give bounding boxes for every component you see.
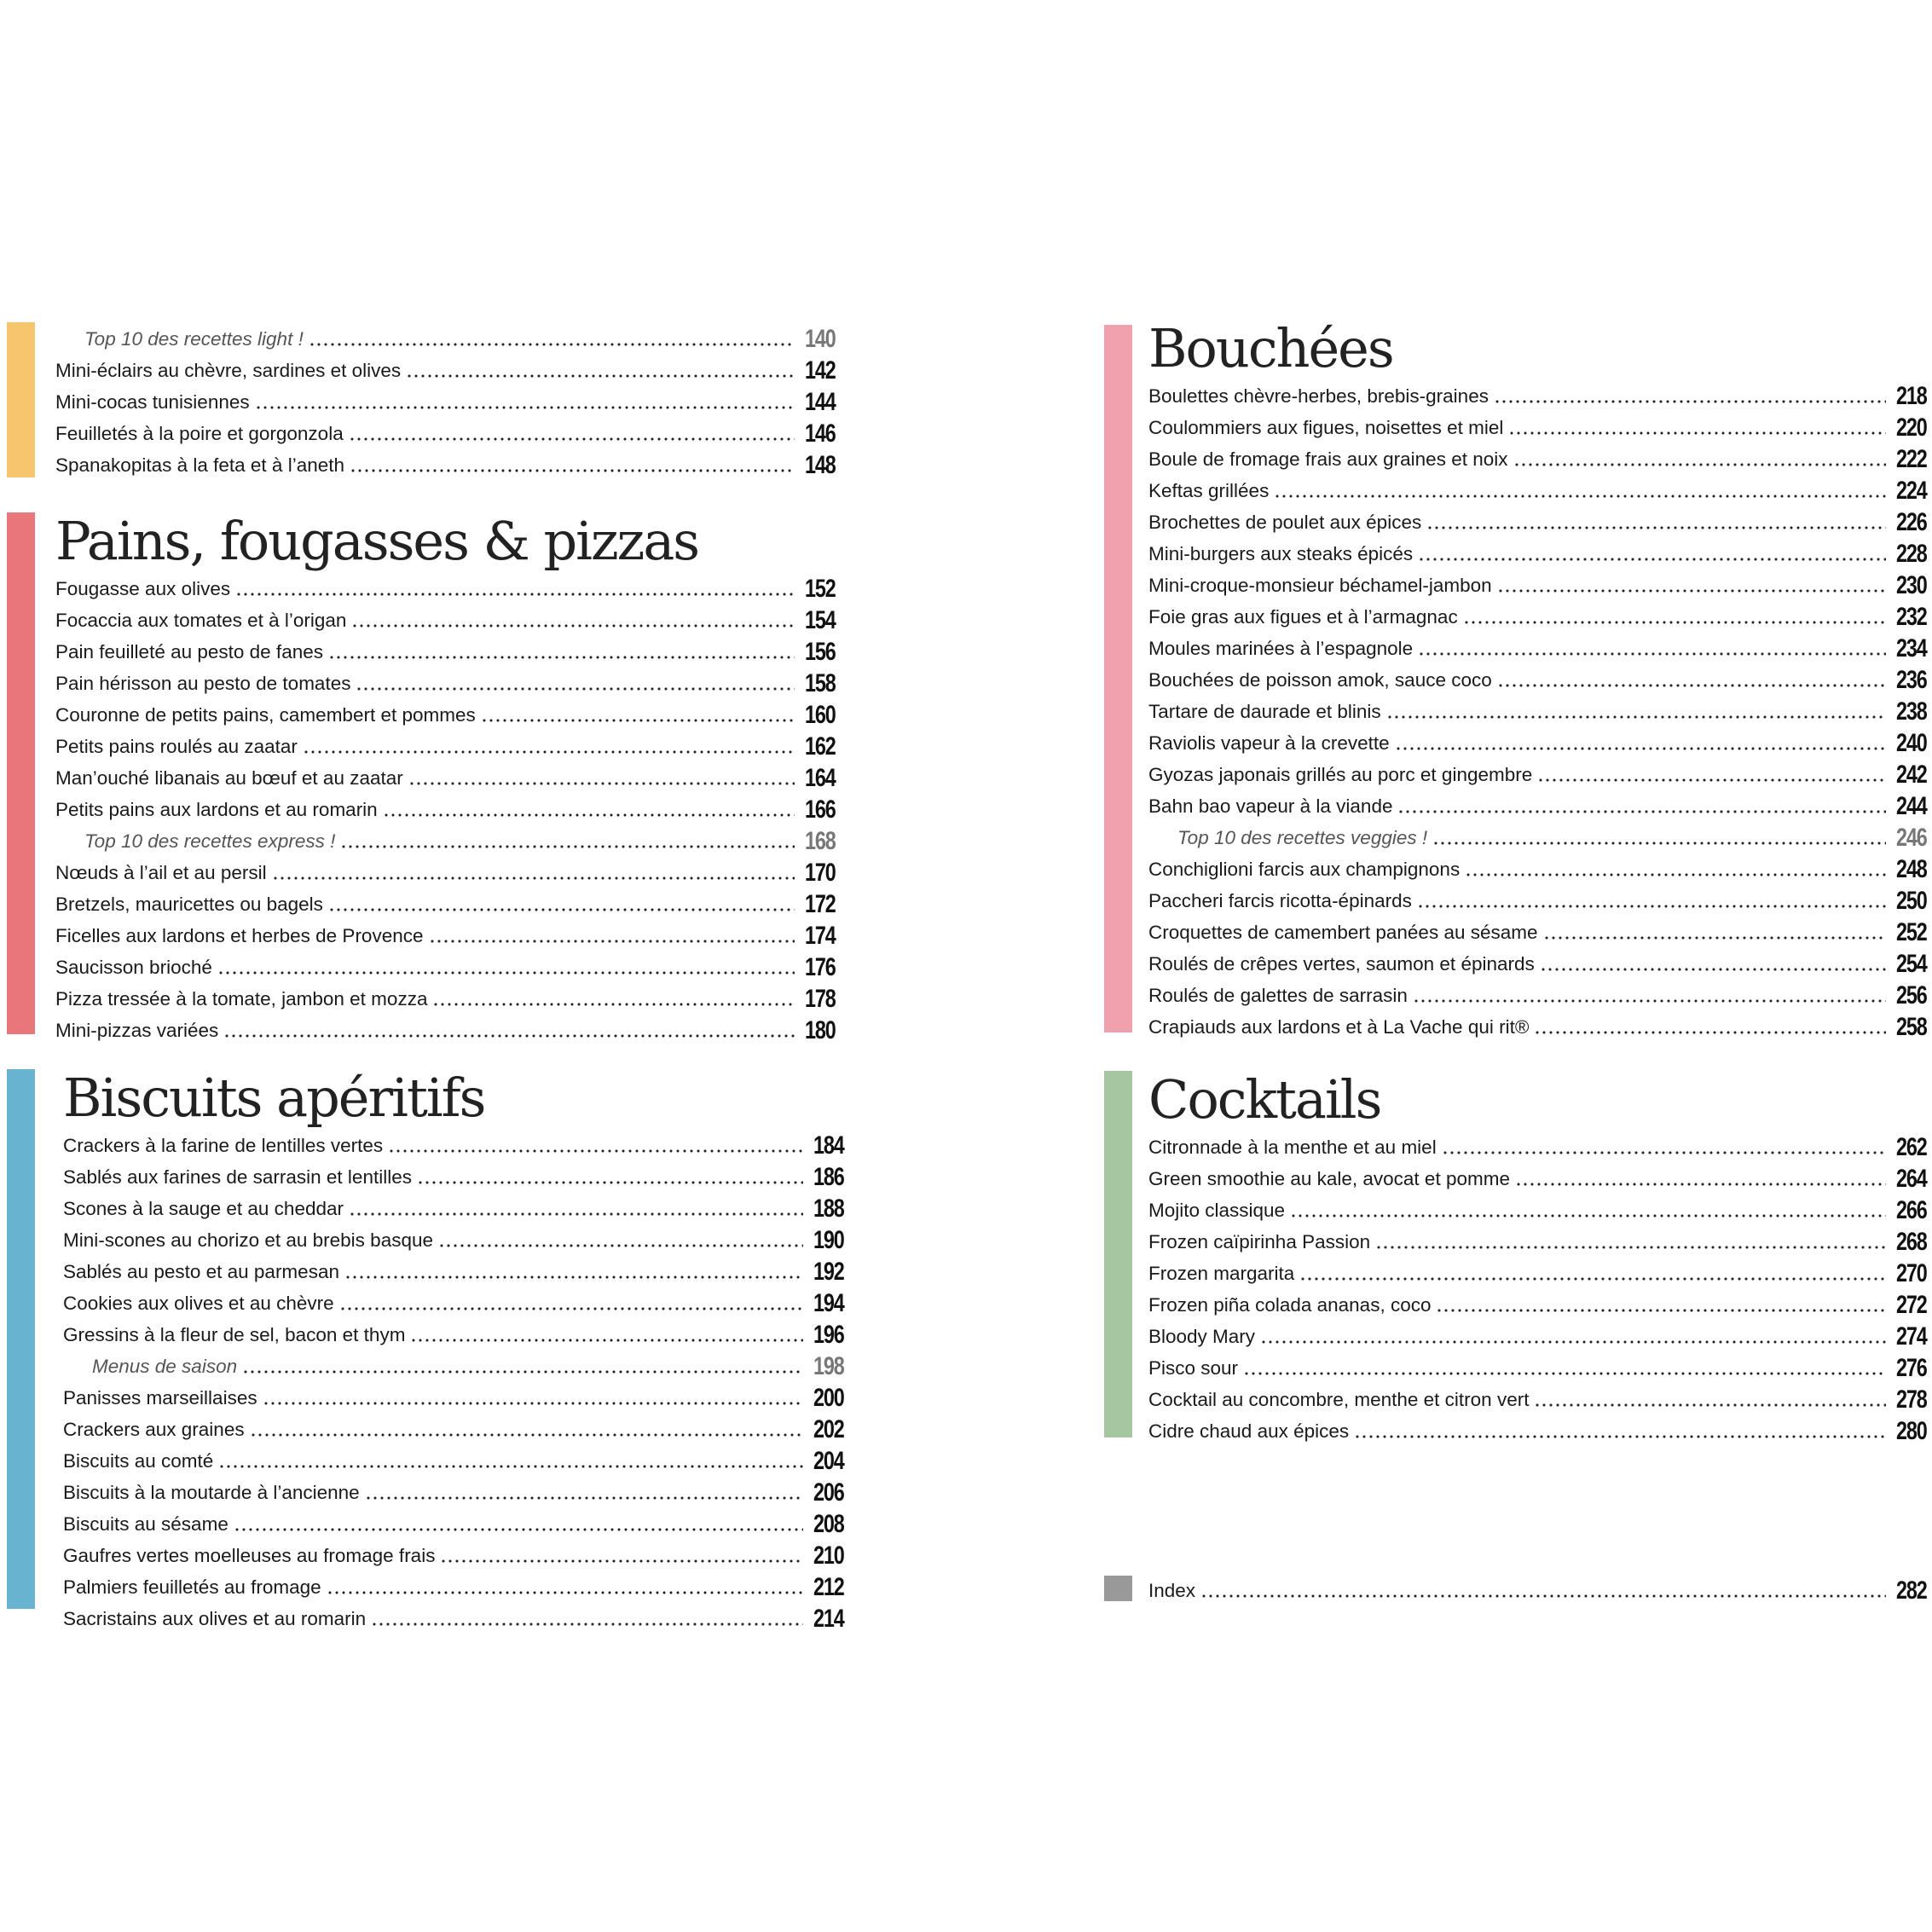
page-number: 268 — [1896, 1228, 1927, 1256]
toc-entry-boule-de-fromage-frais-aux-graines-et-no[interactable] — [1148, 441, 1927, 472]
dot-leader — [388, 1149, 803, 1153]
toc-entry-index[interactable] — [1148, 1572, 1927, 1604]
dot-leader — [1426, 526, 1886, 529]
page-number: 172 — [805, 890, 836, 918]
entry-title: Frozen caïpirinha Passion — [1148, 1231, 1371, 1252]
toc-entry-raviolis-vapeur-a-la-crevette[interactable] — [1148, 725, 1927, 756]
entry-title: Nœuds à l’ail et au persil — [55, 862, 267, 883]
toc-entry-biscuits-au-comte[interactable] — [63, 1443, 844, 1474]
page-number: 148 — [805, 451, 836, 479]
toc-entry-man-ouche-libanais-au-b-uf-et-au-zaatar[interactable] — [55, 760, 836, 791]
toc-entry-top-10-des-recettes-express[interactable] — [55, 823, 836, 854]
section-color-bar — [7, 512, 35, 1034]
entry-title: Menus de saison — [92, 1356, 238, 1377]
entry-title: Frozen piña colada ananas, coco — [1148, 1294, 1432, 1316]
toc-entry-pain-herisson-au-pesto-de-tomates[interactable] — [55, 665, 836, 697]
dot-leader — [339, 1307, 804, 1310]
page-number: 270 — [1896, 1259, 1927, 1287]
entry-title: Mini-pizzas variées — [55, 1020, 219, 1041]
page-number: 178 — [805, 985, 836, 1013]
dot-leader — [432, 1003, 795, 1006]
page-number: 232 — [1896, 603, 1927, 631]
toc-entry-pisco-sour[interactable] — [1148, 1350, 1927, 1381]
entry-title: Man’ouché libanais au bœuf et au zaatar — [55, 767, 403, 789]
dot-leader — [344, 1275, 803, 1279]
entry-title: Tartare de daurade et blinis — [1148, 701, 1381, 722]
entry-title: Top 10 des recettes express ! — [84, 830, 336, 852]
entry-title: Feuilletés à la poire et gorgonzola — [55, 423, 344, 444]
toc-entry-cocktail-au-concombre-menthe-et-citron-v[interactable] — [1148, 1381, 1927, 1413]
page-number: 236 — [1896, 666, 1927, 694]
page-number: 258 — [1896, 1013, 1927, 1041]
entry-title: Bloody Mary — [1148, 1326, 1256, 1347]
page-number: 142 — [805, 356, 836, 385]
toc-entry-mini-croque-monsieur-bechamel-jambon[interactable] — [1148, 567, 1927, 599]
toc-entry-pizza-tressee-a-la-tomate-jambon-et-mozz[interactable] — [55, 980, 836, 1012]
dot-leader — [349, 1212, 803, 1216]
dot-leader — [410, 1339, 803, 1342]
dot-leader — [365, 1496, 804, 1500]
page-number: 220 — [1896, 414, 1927, 442]
page-number: 278 — [1896, 1385, 1927, 1414]
entry-title: Bouchées de poisson amok, sauce coco — [1148, 669, 1492, 691]
dot-leader — [223, 1034, 795, 1038]
toc-entry-spanakopitas-a-la-feta-et-a-l-aneth[interactable] — [55, 447, 836, 478]
page-number: 180 — [805, 1016, 836, 1044]
dot-leader — [1386, 715, 1887, 719]
entry-title: Crapiauds aux lardons et à La Vache qui rit® — [1148, 1016, 1530, 1038]
entry-title: Mini-cocas tunisiennes — [55, 391, 250, 413]
dot-leader — [429, 940, 795, 943]
dot-leader — [328, 908, 795, 911]
dot-leader — [1243, 1372, 1886, 1375]
dot-leader — [1537, 778, 1886, 782]
entry-title: Mojito classique — [1148, 1200, 1286, 1221]
toc-entry-bouchees-de-poisson-amok-sauce-coco[interactable] — [1148, 662, 1927, 693]
dot-leader — [406, 374, 795, 378]
section-color-bar — [1104, 1576, 1132, 1601]
page-number: 184 — [813, 1131, 844, 1160]
entry-title: Sacristains aux olives et au romarin — [63, 1608, 367, 1629]
toc-entry-scones-a-la-sauge-et-au-cheddar[interactable] — [63, 1190, 844, 1222]
page-number: 226 — [1896, 508, 1927, 536]
dot-leader — [1375, 1246, 1886, 1249]
toc-list — [1148, 1129, 1927, 1444]
page-number: 164 — [805, 764, 836, 792]
entry-title: Biscuits au sésame — [63, 1513, 228, 1535]
page-number: 146 — [805, 419, 836, 448]
dot-leader — [1497, 684, 1887, 687]
section-color-bar — [1104, 325, 1132, 1033]
dot-leader — [234, 1528, 804, 1531]
toc-entry-frozen-caipirinha-passion[interactable] — [1148, 1223, 1927, 1255]
entry-title: Keftas grillées — [1148, 480, 1270, 501]
toc-entry-crackers-a-la-farine-de-lentilles-vertes[interactable] — [63, 1127, 844, 1159]
entry-title: Fougasse aux olives — [55, 578, 231, 599]
dot-leader — [1534, 1031, 1886, 1034]
dot-leader — [1417, 905, 1887, 908]
dot-leader — [272, 876, 795, 880]
toc-entry-foie-gras-aux-figues-et-a-l-armagnac[interactable] — [1148, 599, 1927, 630]
toc-list — [1148, 1572, 1927, 1604]
page-number: 194 — [813, 1289, 844, 1317]
entry-title: Pizza tressée à la tomate, jambon et mozza — [55, 988, 428, 1009]
dot-leader — [1260, 1340, 1886, 1344]
toc-entry-keftas-grillees[interactable] — [1148, 472, 1927, 504]
toc-entry-biscuits-a-la-moutarde-a-l-ancienne[interactable] — [63, 1474, 844, 1506]
toc-entry-sables-au-pesto-et-au-parmesan[interactable] — [63, 1253, 844, 1285]
page-number: 158 — [805, 669, 836, 697]
toc-entry-petits-pains-aux-lardons-et-au-romarin[interactable] — [55, 791, 836, 823]
page-number: 228 — [1896, 540, 1927, 568]
toc-entry-panisses-marseillaises[interactable] — [63, 1380, 844, 1411]
dot-leader — [263, 1402, 804, 1405]
page-number: 238 — [1896, 697, 1927, 726]
dot-leader — [1418, 558, 1886, 561]
page-number: 208 — [813, 1510, 844, 1538]
toc-entry-menus-de-saison[interactable] — [63, 1348, 844, 1380]
entry-title: Ficelles aux lardons et herbes de Provence — [55, 925, 424, 946]
page-number: 140 — [805, 325, 836, 353]
entry-title: Coulommiers aux figues, noisettes et miel — [1148, 417, 1504, 438]
page-number: 234 — [1896, 634, 1927, 662]
dot-leader — [1413, 999, 1887, 1003]
page-number: 218 — [1896, 382, 1927, 410]
entry-title: Citronnade à la menthe et au miel — [1148, 1137, 1437, 1158]
page-number: 210 — [813, 1542, 844, 1570]
dot-leader — [371, 1623, 803, 1626]
toc-entry-n-uds-a-l-ail-et-au-persil[interactable] — [55, 854, 836, 886]
page-number: 144 — [805, 388, 836, 416]
page-number: 250 — [1896, 887, 1927, 915]
section-title: Pains, fougasses & pizzas — [55, 510, 699, 572]
toc-entry-green-smoothie-au-kale-avocat-et-pomme[interactable] — [1148, 1160, 1927, 1192]
entry-title: Panisses marseillaises — [63, 1387, 257, 1409]
page-number: 246 — [1896, 824, 1927, 852]
page-number: 196 — [813, 1321, 844, 1349]
page-number: 156 — [805, 638, 836, 666]
entry-title: Foie gras aux figues et à l’armagnac — [1148, 606, 1458, 628]
toc-entry-frozen-pina-colada-ananas-coco[interactable] — [1148, 1287, 1927, 1318]
dot-leader — [1465, 873, 1886, 876]
dot-leader — [303, 750, 795, 754]
page-number: 266 — [1896, 1196, 1927, 1224]
toc-entry-mini-pizzas-variees[interactable] — [55, 1012, 836, 1044]
entry-title: Top 10 des recettes veggies ! — [1177, 827, 1428, 848]
entry-title: Top 10 des recettes light ! — [84, 328, 304, 350]
dot-leader — [1463, 621, 1887, 624]
page-number: 198 — [813, 1352, 844, 1380]
toc-entry-tartare-de-daurade-et-blinis[interactable] — [1148, 693, 1927, 725]
page-number: 240 — [1896, 729, 1927, 757]
toc-entry-crackers-aux-graines[interactable] — [63, 1411, 844, 1443]
toc-entry-crapiauds-aux-lardons-et-a-la-vache-qui-[interactable] — [1148, 1009, 1927, 1040]
dot-leader — [1354, 1435, 1886, 1438]
page-number: 154 — [805, 606, 836, 634]
toc-entry-citronnade-a-la-menthe-et-au-miel[interactable] — [1148, 1129, 1927, 1160]
dot-leader — [1432, 842, 1886, 845]
page-number: 276 — [1896, 1354, 1927, 1382]
toc-entry-focaccia-aux-tomates-et-a-l-origan[interactable] — [55, 602, 836, 633]
page-number: 152 — [805, 575, 836, 603]
toc-entry-cookies-aux-olives-et-au-chevre[interactable] — [63, 1285, 844, 1316]
page-number: 168 — [805, 827, 836, 855]
page-number: 212 — [813, 1573, 844, 1601]
entry-title: Bahn bao vapeur à la viande — [1148, 795, 1393, 817]
entry-title: Raviolis vapeur à la crevette — [1148, 732, 1390, 754]
toc-entry-mini-burgers-aux-steaks-epices[interactable] — [1148, 535, 1927, 567]
entry-title: Sablés aux farines de sarrasin et lentilles — [63, 1166, 412, 1188]
toc-entry-gaufres-vertes-moelleuses-au-fromage-fra[interactable] — [63, 1537, 844, 1569]
dot-leader — [1508, 431, 1886, 435]
entry-title: Pain hérisson au pesto de tomates — [55, 673, 351, 694]
dot-leader — [242, 1370, 803, 1374]
toc-entry-top-10-des-recettes-light[interactable] — [55, 321, 836, 352]
entry-title: Biscuits à la moutarde à l’ancienne — [63, 1482, 360, 1503]
toc-entry-bloody-mary[interactable] — [1148, 1318, 1927, 1350]
page-number: 224 — [1896, 477, 1927, 505]
toc-entry-roules-de-galettes-de-sarrasin[interactable] — [1148, 977, 1927, 1009]
toc-entry-sables-aux-farines-de-sarrasin-et-lentil[interactable] — [63, 1159, 844, 1190]
entry-title: Cocktail au concombre, menthe et citron vert — [1148, 1389, 1530, 1410]
entry-title: Scones à la sauge et au cheddar — [63, 1198, 344, 1219]
page-number: 254 — [1896, 950, 1927, 978]
page-number: 166 — [805, 795, 836, 824]
section-title: Biscuits apéritifs — [63, 1067, 485, 1129]
toc-entry-croquettes-de-camembert-panees-au-sesame[interactable] — [1148, 914, 1927, 946]
entry-title: Cookies aux olives et au chèvre — [63, 1293, 334, 1314]
toc-entry-mini-eclairs-au-chevre-sardines-et-olive[interactable] — [55, 352, 836, 384]
page-number: 160 — [805, 701, 836, 729]
page-number: 280 — [1896, 1417, 1927, 1445]
page-number: 282 — [1896, 1576, 1927, 1605]
page-number: 274 — [1896, 1322, 1927, 1351]
toc-entry-paccheri-farcis-ricotta-epinards[interactable] — [1148, 882, 1927, 914]
page-number: 242 — [1896, 761, 1927, 789]
dot-leader — [408, 782, 795, 785]
entry-title: Brochettes de poulet aux épices — [1148, 512, 1422, 533]
toc-entry-brochettes-de-poulet-aux-epices[interactable] — [1148, 504, 1927, 535]
dot-leader — [383, 813, 795, 817]
toc-entry-palmiers-feuilletes-au-fromage[interactable] — [63, 1569, 844, 1600]
dot-leader — [1494, 400, 1886, 403]
entry-title: Petits pains roulés au zaatar — [55, 736, 298, 757]
dot-leader — [235, 593, 795, 596]
toc-list — [1148, 378, 1927, 1040]
toc-entry-couronne-de-petits-pains-camembert-et-po[interactable] — [55, 697, 836, 728]
entry-title: Bretzels, mauricettes ou bagels — [55, 894, 323, 915]
dot-leader — [1397, 810, 1886, 813]
page-number: 222 — [1896, 445, 1927, 473]
dot-leader — [340, 845, 795, 848]
dot-leader — [1497, 589, 1887, 593]
dot-leader — [349, 437, 795, 441]
toc-entry-feuilletes-a-la-poire-et-gorgonzola[interactable] — [55, 415, 836, 447]
page-number: 162 — [805, 732, 836, 761]
section-color-bar — [7, 1069, 35, 1609]
entry-title: Mini-scones au chorizo et au brebis basque — [63, 1229, 433, 1251]
entry-title: Spanakopitas à la feta et à l’aneth — [55, 454, 344, 476]
dot-leader — [1515, 1183, 1886, 1186]
page-number: 174 — [805, 922, 836, 950]
section-title: Bouchées — [1148, 317, 1393, 379]
toc-entry-fougasse-aux-olives[interactable] — [55, 570, 836, 602]
dot-leader — [255, 406, 795, 409]
entry-title: Mini-burgers aux steaks épicés — [1148, 543, 1414, 564]
entry-title: Palmiers feuilletés au fromage — [63, 1576, 321, 1598]
dot-leader — [1200, 1594, 1886, 1598]
entry-title: Conchiglioni farcis aux champignons — [1148, 859, 1461, 880]
toc-list — [63, 1127, 844, 1632]
entry-title: Boulettes chèvre-herbes, brebis-graines — [1148, 385, 1489, 407]
dot-leader — [250, 1433, 804, 1437]
toc-entry-roules-de-crepes-vertes-saumon-et-epinar[interactable] — [1148, 946, 1927, 977]
page-number: 188 — [813, 1194, 844, 1223]
page-number: 244 — [1896, 792, 1927, 820]
page-number: 190 — [813, 1226, 844, 1254]
page-number: 264 — [1896, 1165, 1927, 1193]
toc-entry-mini-scones-au-chorizo-et-au-brebis-basq[interactable] — [63, 1222, 844, 1253]
dot-leader — [1290, 1214, 1886, 1218]
dot-leader — [309, 343, 795, 346]
entry-title: Crackers à la farine de lentilles vertes — [63, 1135, 384, 1156]
toc-entry-moules-marinees-a-l-espagnole[interactable] — [1148, 630, 1927, 662]
page-number: 214 — [813, 1605, 844, 1633]
toc-entry-saucisson-brioche[interactable] — [55, 949, 836, 980]
page-number: 202 — [813, 1415, 844, 1443]
page-number: 272 — [1896, 1291, 1927, 1319]
dot-leader — [1540, 968, 1887, 971]
dot-leader — [351, 624, 795, 628]
toc-entry-coulommiers-aux-figues-noisettes-et-miel[interactable] — [1148, 409, 1927, 441]
toc-entry-ficelles-aux-lardons-et-herbes-de-proven[interactable] — [55, 917, 836, 949]
dot-leader — [1543, 936, 1887, 940]
toc-entry-bahn-bao-vapeur-a-la-viande[interactable] — [1148, 788, 1927, 819]
section-title: Cocktails — [1148, 1068, 1381, 1131]
entry-title: Focaccia aux tomates et à l’origan — [55, 610, 347, 631]
entry-title: Cidre chaud aux épices — [1148, 1420, 1350, 1442]
dot-leader — [1534, 1403, 1886, 1407]
page-number: 256 — [1896, 981, 1927, 1009]
page-number: 176 — [805, 953, 836, 981]
toc-entry-bretzels-mauricettes-ou-bagels[interactable] — [55, 886, 836, 917]
entry-title: Crackers aux graines — [63, 1419, 245, 1440]
toc-entry-gyozas-japonais-grilles-au-porc-et-ginge[interactable] — [1148, 756, 1927, 788]
dot-leader — [1395, 747, 1887, 750]
toc-entry-mini-cocas-tunisiennes[interactable] — [55, 384, 836, 415]
entry-title: Boule de fromage frais aux graines et noix — [1148, 448, 1508, 470]
section-color-bar — [7, 322, 35, 477]
entry-title: Gressins à la fleur de sel, bacon et thym — [63, 1324, 406, 1345]
dot-leader — [1274, 495, 1886, 498]
toc-entry-conchiglioni-farcis-aux-champignons[interactable] — [1148, 851, 1927, 882]
entry-title: Paccheri farcis ricotta-épinards — [1148, 890, 1412, 911]
entry-title: Couronne de petits pains, camembert et pommes — [55, 704, 476, 726]
toc-entry-top-10-des-recettes-veggies[interactable] — [1148, 819, 1927, 851]
entry-title: Petits pains aux lardons et au romarin — [55, 799, 378, 820]
entry-title: Roulés de crêpes vertes, saumon et épinards — [1148, 953, 1535, 975]
entry-title: Saucisson brioché — [55, 957, 212, 978]
entry-title: Mini-croque-monsieur béchamel-jambon — [1148, 575, 1492, 596]
entry-title: Biscuits au comté — [63, 1450, 214, 1472]
dot-leader — [350, 469, 795, 472]
entry-title: Croquettes de camembert panées au sésame — [1148, 922, 1538, 943]
dot-leader — [1299, 1277, 1886, 1281]
entry-title: Frozen margarita — [1148, 1263, 1295, 1284]
toc-entry-mojito-classique[interactable] — [1148, 1192, 1927, 1223]
entry-title: Index — [1148, 1580, 1196, 1601]
page-number: 186 — [813, 1163, 844, 1191]
entry-title: Moules marinées à l’espagnole — [1148, 638, 1414, 659]
toc-list — [55, 321, 836, 478]
page-number: 262 — [1896, 1133, 1927, 1161]
dot-leader — [327, 1591, 804, 1594]
page-number: 170 — [805, 859, 836, 887]
page-number: 206 — [813, 1478, 844, 1507]
entry-title: Roulés de galettes de sarrasin — [1148, 985, 1408, 1006]
entry-title: Pain feuilleté au pesto de fanes — [55, 641, 323, 662]
dot-leader — [356, 687, 795, 691]
dot-leader — [1513, 463, 1887, 466]
dot-leader — [1436, 1309, 1886, 1312]
toc-entry-frozen-margarita[interactable] — [1148, 1255, 1927, 1287]
toc-entry-petits-pains-roules-au-zaatar[interactable] — [55, 728, 836, 760]
dot-leader — [218, 1465, 803, 1468]
toc-entry-pain-feuillete-au-pesto-de-fanes[interactable] — [55, 633, 836, 665]
page-number: 230 — [1896, 571, 1927, 599]
dot-leader — [217, 971, 795, 975]
entry-title: Green smoothie au kale, avocat et pomme — [1148, 1168, 1510, 1189]
dot-leader — [440, 1559, 803, 1563]
entry-title: Gyozas japonais grillés au porc et gingembre — [1148, 764, 1533, 785]
entry-title: Sablés au pesto et au parmesan — [63, 1261, 339, 1282]
entry-title: Gaufres vertes moelleuses au fromage frais — [63, 1545, 436, 1566]
dot-leader — [328, 656, 795, 659]
toc-entry-cidre-chaud-aux-epices[interactable] — [1148, 1413, 1927, 1444]
section-color-bar — [1104, 1071, 1132, 1437]
dot-leader — [1418, 652, 1886, 656]
dot-leader — [481, 719, 795, 722]
toc-entry-boulettes-chevre-herbes-brebis-graines[interactable] — [1148, 378, 1927, 409]
toc-entry-gressins-a-la-fleur-de-sel-bacon-et-thym[interactable] — [63, 1316, 844, 1348]
page-number: 200 — [813, 1384, 844, 1412]
toc-list — [55, 570, 836, 1044]
dot-leader — [1442, 1151, 1887, 1154]
dot-leader — [438, 1244, 803, 1247]
dot-leader — [417, 1181, 803, 1184]
toc-entry-biscuits-au-sesame[interactable] — [63, 1506, 844, 1537]
page-number: 192 — [813, 1258, 844, 1286]
page-number: 252 — [1896, 918, 1927, 946]
entry-title: Mini-éclairs au chèvre, sardines et olives — [55, 360, 402, 381]
toc-entry-sacristains-aux-olives-et-au-romarin[interactable] — [63, 1600, 844, 1632]
page-number: 248 — [1896, 855, 1927, 883]
entry-title: Pisco sour — [1148, 1357, 1239, 1379]
page-number: 204 — [813, 1447, 844, 1475]
